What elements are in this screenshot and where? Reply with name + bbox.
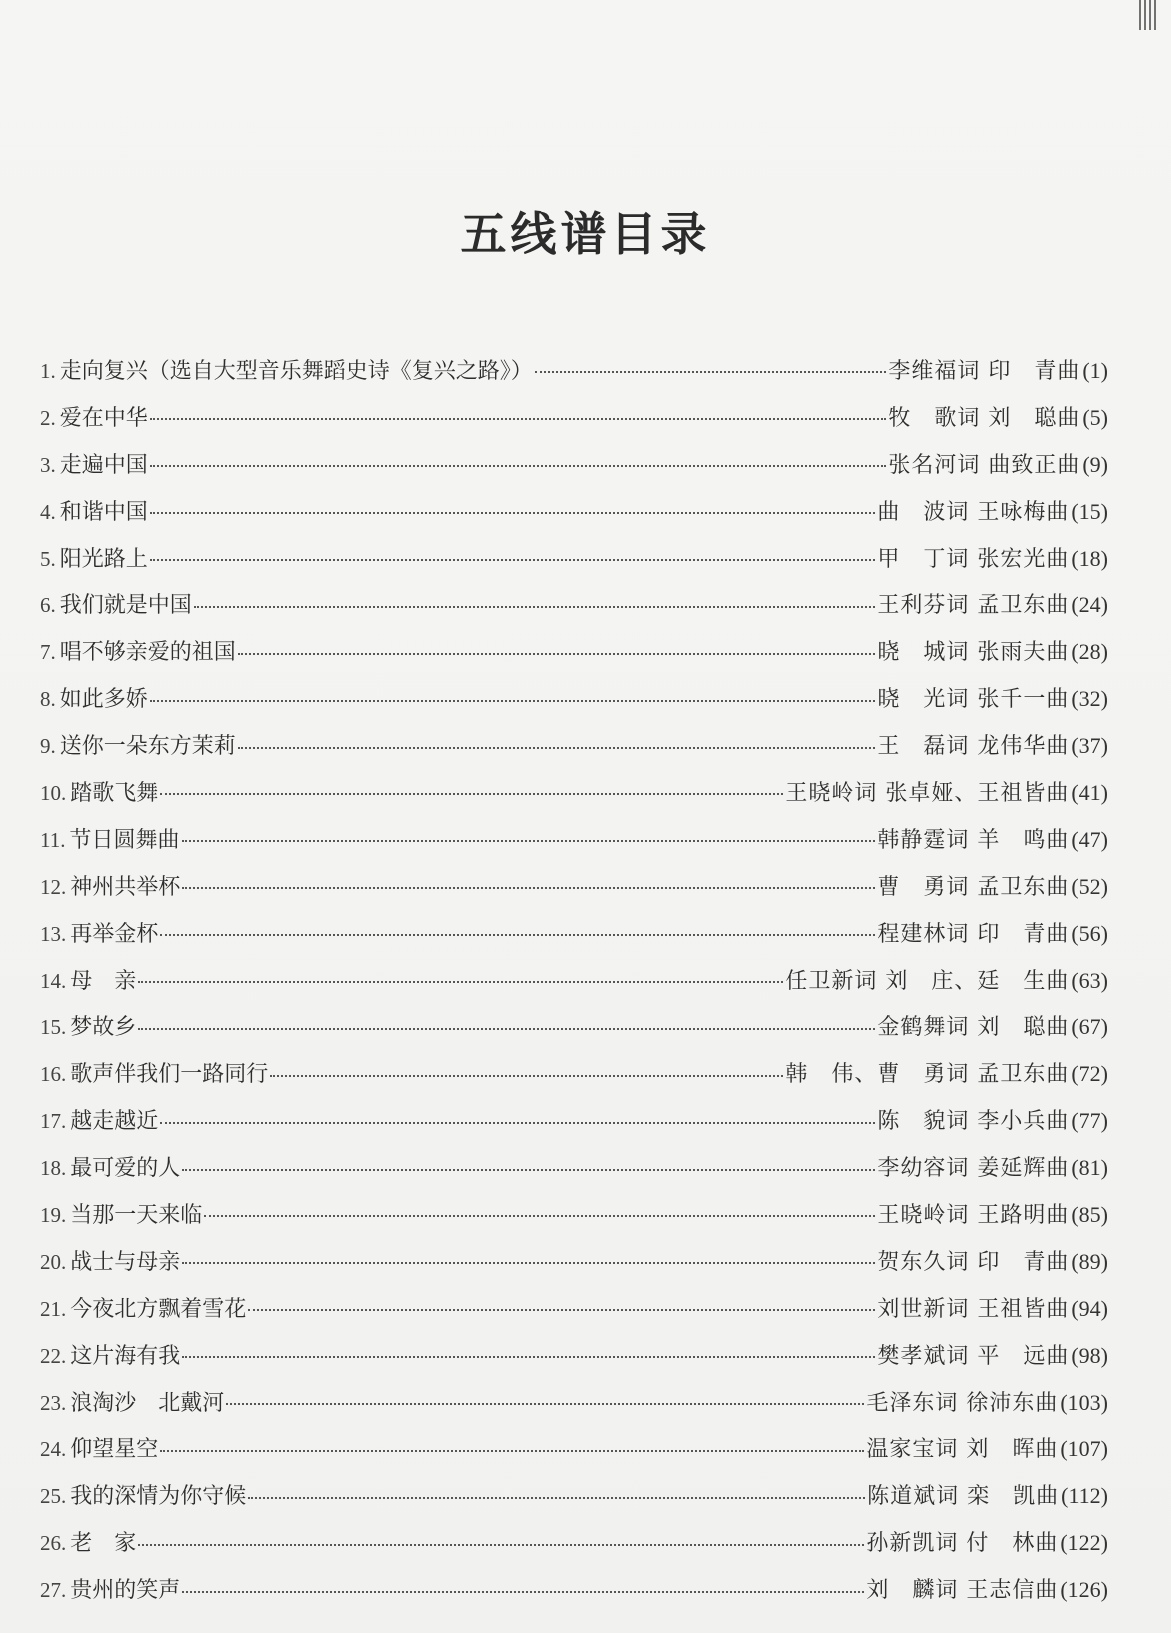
song-title: 浪淘沙 北戴河	[70, 1390, 225, 1416]
lyricist-composer-credit: 贺东久词 印 青曲	[877, 1249, 1070, 1275]
dot-leader	[226, 1398, 864, 1408]
dot-leader	[182, 1164, 875, 1174]
page-number: (24)	[1071, 592, 1108, 618]
page-number: (63)	[1071, 967, 1108, 993]
entry-number: 26.	[40, 1531, 67, 1556]
page-number: (41)	[1071, 780, 1108, 806]
dot-leader	[270, 1070, 783, 1080]
page-number: (126)	[1060, 1577, 1108, 1603]
dot-leader	[238, 742, 876, 752]
toc-entry	[40, 770, 1108, 817]
toc-entry	[40, 817, 1108, 864]
lyricist-composer-credit: 王晓岭词 王路明曲	[877, 1203, 1070, 1229]
song-title: 神州共举杯	[70, 874, 181, 900]
toc-entry	[40, 442, 1108, 489]
toc-entry	[40, 1098, 1108, 1145]
song-title: 母 亲	[70, 968, 137, 994]
dot-leader	[160, 929, 875, 939]
lyricist-composer-credit: 王利芬词 孟卫东曲	[877, 593, 1070, 619]
toc-entry	[40, 629, 1108, 676]
dot-leader	[182, 1257, 875, 1267]
dot-leader	[238, 648, 876, 658]
entry-number: 20.	[40, 1249, 67, 1274]
toc-entry	[40, 1192, 1108, 1239]
dot-leader	[160, 1117, 875, 1127]
song-title: 今夜北方飘着雪花	[70, 1296, 247, 1322]
song-title: 越走越近	[70, 1109, 159, 1135]
dot-leader	[182, 882, 875, 892]
entry-number: 13.	[40, 921, 67, 946]
lyricist-composer-credit: 任卫新词 刘 庄、廷 生曲	[785, 968, 1070, 994]
page-number: (107)	[1060, 1436, 1108, 1462]
lyricist-composer-credit: 刘世新词 王祖皆曲	[877, 1296, 1070, 1322]
entry-number: 24.	[40, 1437, 67, 1462]
song-title: 贵州的笑声	[70, 1578, 181, 1604]
table-of-contents	[40, 348, 1108, 1614]
entry-number: 6.	[40, 593, 56, 618]
toc-entry	[40, 676, 1108, 723]
lyricist-composer-credit: 温家宝词 刘 晖曲	[866, 1437, 1059, 1463]
page-number: (18)	[1071, 545, 1108, 571]
song-title: 爱在中华	[59, 405, 148, 431]
toc-entry	[40, 1426, 1108, 1473]
lyricist-composer-credit: 李幼容词 姜延辉曲	[877, 1156, 1070, 1182]
page-number: (32)	[1071, 686, 1108, 712]
song-title: 当那一天来临	[70, 1203, 203, 1229]
page-number: (103)	[1060, 1389, 1108, 1415]
entry-number: 25.	[40, 1484, 67, 1509]
dot-leader	[150, 554, 876, 564]
toc-entry	[40, 1004, 1108, 1051]
toc-entry	[40, 489, 1108, 536]
song-title: 我们就是中国	[59, 593, 192, 619]
entry-number: 11.	[40, 827, 66, 852]
song-title: 唱不够亲爱的祖国	[59, 640, 236, 666]
song-title: 走向复兴（选自大型音乐舞蹈史诗《复兴之路》）	[59, 359, 533, 384]
lyricist-composer-credit: 牧 歌词 刘 聪曲	[888, 405, 1081, 431]
dot-leader	[150, 507, 876, 517]
lyricist-composer-credit: 樊孝斌词 平 远曲	[877, 1343, 1070, 1369]
entry-number: 27.	[40, 1578, 67, 1603]
song-title: 歌声伴我们一路同行	[70, 1062, 269, 1088]
entry-number: 12.	[40, 874, 67, 899]
lyricist-composer-credit: 甲 丁词 张宏光曲	[877, 546, 1070, 572]
page-number: (1)	[1082, 358, 1108, 383]
toc-entry	[40, 1333, 1108, 1380]
song-title: 送你一朵东方茉莉	[59, 734, 236, 760]
page-number: (67)	[1071, 1014, 1108, 1040]
entry-number: 15.	[40, 1015, 67, 1040]
entry-number: 7.	[40, 640, 56, 665]
lyricist-composer-credit: 晓 光词 张千一曲	[877, 687, 1070, 713]
song-title: 和谐中国	[59, 499, 148, 525]
lyricist-composer-credit: 李维福词 印 青曲	[888, 359, 1081, 384]
toc-entry	[40, 1239, 1108, 1286]
entry-number: 2.	[40, 405, 56, 430]
toc-entry	[40, 536, 1108, 583]
dot-leader	[182, 1586, 864, 1596]
page-number: (56)	[1071, 920, 1108, 946]
toc-entry	[40, 911, 1108, 958]
song-title: 阳光路上	[59, 546, 148, 572]
toc-entry	[40, 958, 1108, 1005]
lyricist-composer-credit: 曹 勇词 孟卫东曲	[877, 874, 1070, 900]
page-number: (89)	[1071, 1248, 1108, 1274]
toc-entry	[40, 1567, 1108, 1614]
lyricist-composer-credit: 晓 城词 张雨夫曲	[877, 640, 1070, 666]
entry-number: 16.	[40, 1062, 67, 1087]
page-number: (47)	[1071, 826, 1108, 852]
toc-entry	[40, 1286, 1108, 1333]
song-title: 仰望星空	[70, 1437, 159, 1463]
lyricist-composer-credit: 陈道斌词 栾 凯曲	[867, 1484, 1060, 1510]
lyricist-composer-credit: 韩静霆词 羊 鸣曲	[877, 827, 1070, 853]
lyricist-composer-credit: 刘 麟词 王志信曲	[866, 1578, 1059, 1604]
page-number: (98)	[1071, 1342, 1108, 1368]
entry-number: 14.	[40, 968, 67, 993]
entry-number: 8.	[40, 687, 56, 712]
page-number: (94)	[1071, 1295, 1108, 1321]
entry-number: 18.	[40, 1156, 67, 1181]
lyricist-composer-credit: 张名河词 曲致正曲	[888, 452, 1081, 478]
song-title: 再举金杯	[70, 921, 159, 947]
dot-leader	[535, 366, 887, 376]
lyricist-composer-credit: 陈 貌词 李小兵曲	[877, 1109, 1070, 1135]
lyricist-composer-credit: 金鹤舞词 刘 聪曲	[877, 1015, 1070, 1041]
song-title: 这片海有我	[70, 1343, 181, 1369]
song-title: 老 家	[70, 1531, 137, 1557]
page-number: (28)	[1071, 639, 1108, 665]
song-title: 战士与母亲	[70, 1249, 181, 1275]
page-number: (112)	[1061, 1483, 1108, 1509]
toc-entry	[40, 348, 1108, 395]
dot-leader	[150, 460, 887, 470]
dot-leader	[182, 835, 876, 845]
entry-number: 23.	[40, 1390, 67, 1415]
page-number: (15)	[1071, 498, 1108, 524]
page-number: (77)	[1071, 1108, 1108, 1134]
dot-leader	[138, 1539, 864, 1549]
entry-number: 9.	[40, 734, 56, 759]
lyricist-composer-credit: 毛泽东词 徐沛东曲	[866, 1390, 1059, 1416]
dot-leader	[138, 976, 783, 986]
toc-entry	[40, 1473, 1108, 1520]
dot-leader	[160, 788, 783, 798]
lyricist-composer-credit: 王 磊词 龙伟华曲	[877, 734, 1070, 760]
entry-number: 21.	[40, 1296, 67, 1321]
entry-number: 4.	[40, 499, 56, 524]
song-title: 踏歌飞舞	[70, 781, 159, 807]
lyricist-composer-credit: 曲 波词 王咏梅曲	[877, 499, 1070, 525]
page-number: (37)	[1071, 733, 1108, 759]
song-title: 如此多娇	[59, 687, 148, 713]
page-number: (85)	[1071, 1202, 1108, 1228]
page-title: 五线谱目录	[460, 207, 711, 261]
entry-number: 10.	[40, 781, 67, 806]
toc-entry	[40, 723, 1108, 770]
scan-edge-mark	[1139, 0, 1157, 30]
dot-leader	[150, 413, 887, 423]
toc-entry	[40, 1051, 1108, 1098]
entry-number: 22.	[40, 1343, 67, 1368]
song-title: 我的深情为你守候	[70, 1484, 247, 1510]
lyricist-composer-credit: 孙新凯词 付 林曲	[866, 1531, 1059, 1557]
lyricist-composer-credit: 程建林词 印 青曲	[877, 921, 1070, 947]
lyricist-composer-credit: 韩 伟、曹 勇词 孟卫东曲	[785, 1062, 1070, 1088]
dot-leader	[150, 695, 876, 705]
toc-entry	[40, 1520, 1108, 1567]
song-title: 最可爱的人	[70, 1156, 181, 1182]
entry-number: 5.	[40, 546, 56, 571]
dot-leader	[160, 1445, 864, 1455]
toc-entry	[40, 864, 1108, 911]
song-title: 节日圆舞曲	[69, 827, 180, 853]
dot-leader	[248, 1304, 875, 1314]
toc-entry	[40, 1380, 1108, 1427]
page-number: (9)	[1082, 451, 1108, 477]
dot-leader	[182, 1351, 875, 1361]
entry-number: 1.	[40, 359, 56, 383]
lyricist-composer-credit: 王晓岭词 张卓娅、王祖皆曲	[785, 781, 1070, 807]
page-number: (122)	[1060, 1530, 1108, 1556]
page-number: (52)	[1071, 873, 1108, 899]
entry-number: 3.	[40, 452, 56, 477]
page-number: (81)	[1071, 1155, 1108, 1181]
dot-leader	[248, 1492, 865, 1502]
toc-entry	[40, 395, 1108, 442]
entry-number: 19.	[40, 1203, 67, 1228]
dot-leader	[204, 1210, 875, 1220]
page-number: (72)	[1071, 1061, 1108, 1087]
entry-number: 17.	[40, 1109, 67, 1134]
song-title: 梦故乡	[70, 1015, 137, 1041]
toc-entry	[40, 1145, 1108, 1192]
page-number: (5)	[1082, 404, 1108, 430]
toc-entry	[40, 582, 1108, 629]
song-title: 走遍中国	[59, 452, 148, 478]
dot-leader	[138, 1023, 875, 1033]
dot-leader	[194, 601, 876, 611]
